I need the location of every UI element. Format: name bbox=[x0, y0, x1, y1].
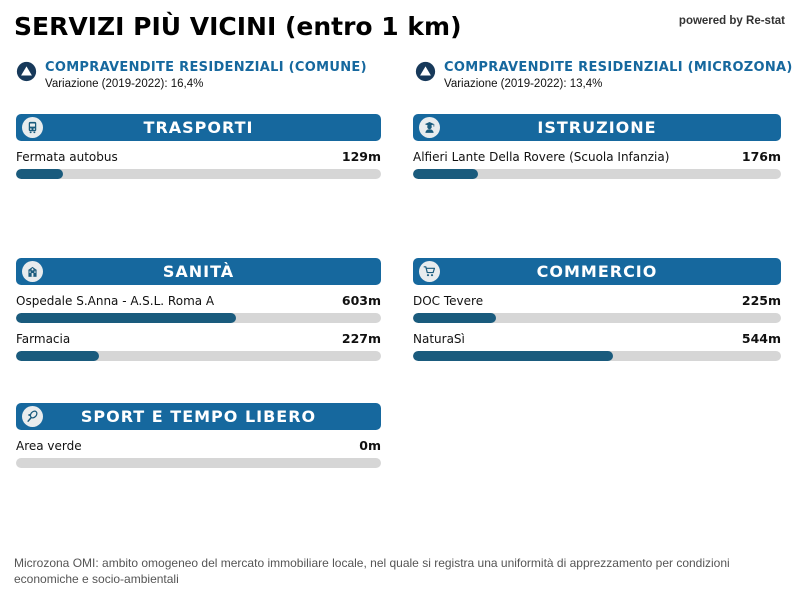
powered-by-label: powered by Re-stat bbox=[678, 15, 785, 27]
distance-bar-fill bbox=[413, 351, 613, 361]
service-item bbox=[16, 293, 381, 323]
section-title: TRASPORTI bbox=[143, 118, 254, 137]
page-title: SERVIZI PIÙ VICINI (entro 1 km) bbox=[14, 12, 462, 41]
section-commercio bbox=[413, 258, 781, 361]
triangle-up-circle-icon bbox=[16, 61, 37, 86]
service-name: Fermata autobus bbox=[16, 150, 118, 164]
section-header bbox=[16, 114, 381, 141]
service-name: Farmacia bbox=[16, 332, 71, 346]
stat-compravendite-microzona bbox=[415, 60, 793, 92]
section-header bbox=[16, 258, 381, 285]
stat-label: COMPRAVENDITE RESIDENZIALI (COMUNE) bbox=[45, 60, 367, 75]
stat-compravendite-comune bbox=[16, 60, 367, 92]
distance-bar-track bbox=[16, 351, 381, 361]
service-name: DOC Tevere bbox=[413, 294, 484, 308]
service-name: Alfieri Lante Della Rovere (Scuola Infanzia) bbox=[413, 150, 670, 164]
service-item bbox=[413, 293, 781, 323]
distance-bar-track bbox=[16, 313, 381, 323]
service-distance: 0m bbox=[359, 438, 381, 453]
section-title: ISTRUZIONE bbox=[537, 118, 657, 137]
triangle-up-circle-icon bbox=[415, 61, 436, 86]
distance-bar-fill bbox=[413, 313, 496, 323]
service-item bbox=[413, 331, 781, 361]
section-sanita bbox=[16, 258, 381, 361]
distance-bar-track bbox=[413, 169, 781, 179]
service-distance: 176m bbox=[741, 149, 781, 164]
distance-bar-fill bbox=[16, 313, 236, 323]
section-trasporti bbox=[16, 114, 381, 179]
service-name: NaturaSì bbox=[413, 332, 465, 346]
stat-variation: Variazione (2019-2022): 13,4% bbox=[444, 78, 603, 90]
distance-bar-track bbox=[413, 313, 781, 323]
section-title: SPORT E TEMPO LIBERO bbox=[80, 407, 317, 426]
service-distance: 225m bbox=[741, 293, 781, 308]
section-header bbox=[16, 403, 381, 430]
service-distance: 603m bbox=[341, 293, 381, 308]
microzona-definition-note: Microzona OMI: ambito omogeneo del mercato immobiliare locale, nel quale si registra una uniformità di apprezzamento per condizioni economiche e socio-ambientali bbox=[14, 556, 730, 586]
section-title: SANITÀ bbox=[162, 262, 235, 281]
distance-bar-fill bbox=[413, 169, 478, 179]
distance-bar-track bbox=[16, 169, 381, 179]
distance-bar-track bbox=[16, 458, 381, 468]
distance-bar-fill bbox=[16, 351, 99, 361]
service-item bbox=[16, 149, 381, 179]
service-item bbox=[16, 438, 381, 468]
service-item bbox=[413, 149, 781, 179]
section-sport-tempo-libero bbox=[16, 403, 381, 468]
section-title: COMMERCIO bbox=[536, 262, 658, 281]
service-distance: 227m bbox=[341, 331, 381, 346]
section-header bbox=[413, 258, 781, 285]
service-distance: 544m bbox=[741, 331, 781, 346]
distance-bar-track bbox=[413, 351, 781, 361]
stat-variation: Variazione (2019-2022): 16,4% bbox=[45, 78, 204, 90]
distance-bar-fill bbox=[16, 169, 63, 179]
service-name: Ospedale S.Anna - A.S.L. Roma A bbox=[16, 294, 215, 308]
service-item bbox=[16, 331, 381, 361]
stat-label: COMPRAVENDITE RESIDENZIALI (MICROZONA) bbox=[444, 60, 793, 75]
section-istruzione bbox=[413, 114, 781, 179]
service-name: Area verde bbox=[16, 439, 82, 453]
section-header bbox=[413, 114, 781, 141]
service-distance: 129m bbox=[341, 149, 381, 164]
